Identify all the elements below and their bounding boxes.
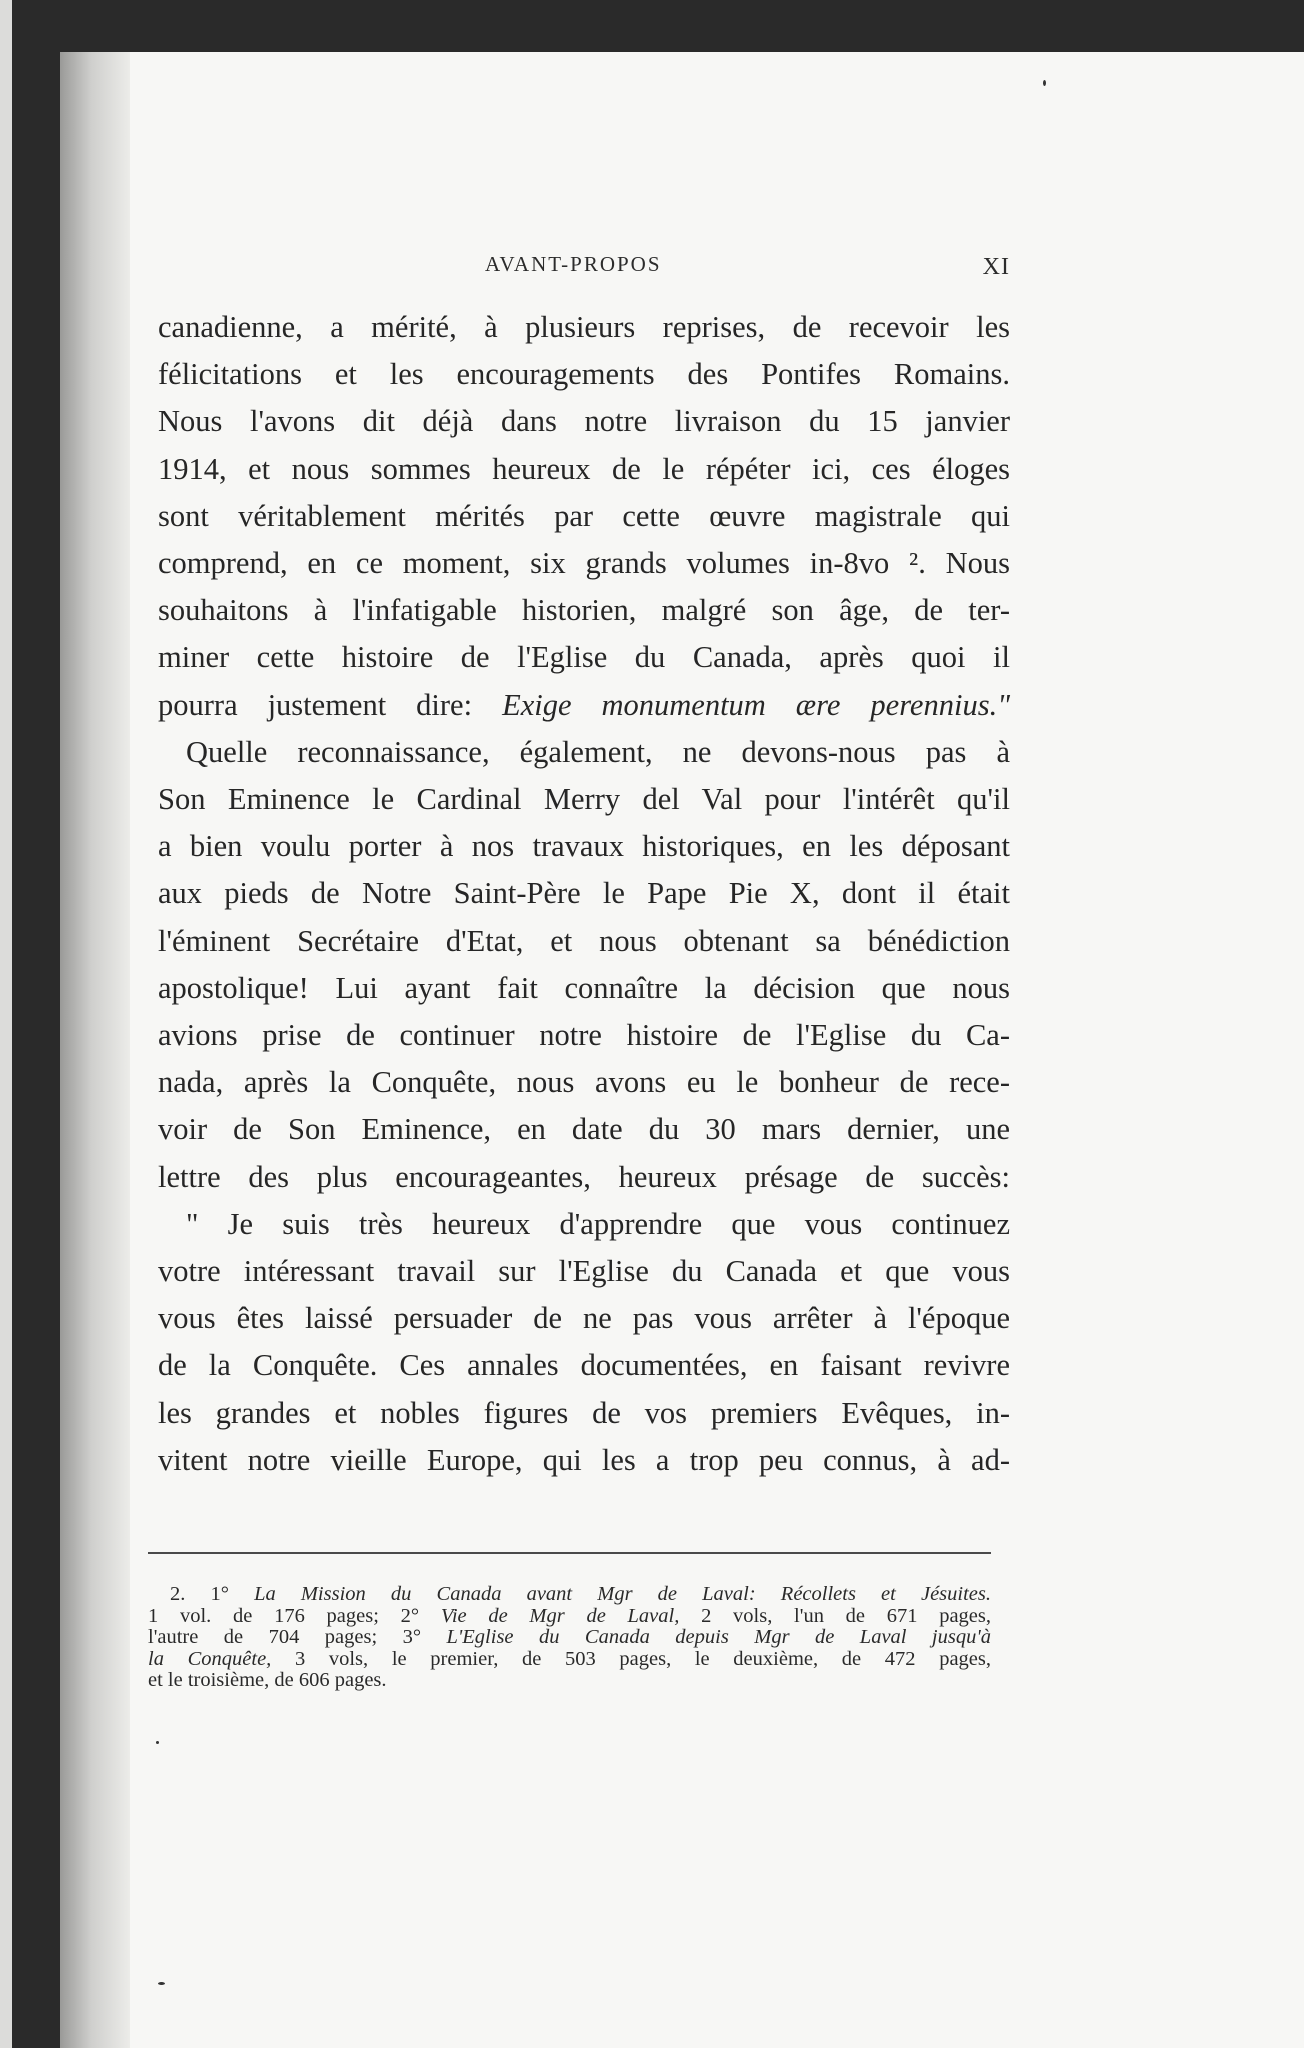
- footnote-divider: [148, 1552, 991, 1554]
- footnote-title: La Mission du Canada avant Mgr de Laval: Récollets et Jésuites.: [254, 1583, 991, 1605]
- text-line: Son Eminence le Cardinal Merry del Val pour l'intérêt qu'il: [158, 782, 1010, 817]
- scan-speck: [156, 1741, 159, 1744]
- footnote-line: [148, 1584, 991, 1606]
- text-line: les grandes et nobles figures de vos premiers Evêques, in-: [158, 1395, 1010, 1430]
- footnote-title: Vie de Mgr de Laval,: [440, 1604, 680, 1627]
- scan-speck: [1043, 80, 1046, 86]
- footnote-title: la Conquête,: [148, 1647, 272, 1670]
- text-line: lettre des plus encourageantes, heureux présage de succès:: [158, 1159, 1010, 1194]
- footnote-text: 2. 1°: [170, 1583, 255, 1605]
- text-line: vitent notre vieille Europe, qui les a trop peu connus, à ad-: [158, 1442, 1010, 1477]
- text-line: avions prise de continuer notre histoire de l'Eglise du Ca-: [158, 1018, 1010, 1053]
- text-line: l'éminent Secrétaire d'Etat, et nous obtenant sa bénédiction: [158, 923, 1010, 958]
- footnote-text: 1 vol. de 176 pages; 2°: [148, 1604, 441, 1627]
- main-text: [158, 304, 1010, 1484]
- footnote-text: 3 vols, le premier, de 503 pages, le deuxième, de 472 pages,: [271, 1647, 991, 1670]
- text-line: canadienne, a mérité, à plusieurs reprises, de recevoir les: [158, 310, 1010, 344]
- text-line: a bien voulu porter à nos travaux historiques, en les déposant: [158, 829, 1010, 864]
- text-line: votre intéressant travail sur l'Eglise du Canada et que vous: [158, 1254, 1010, 1289]
- text-line: miner cette histoire de l'Eglise du Canada, après quoi il: [158, 640, 1010, 675]
- page-header: [160, 252, 1010, 288]
- running-head: AVANT-PROPOS: [485, 252, 662, 276]
- text-line: félicitations et les encouragements des Pontifes Romains.: [158, 357, 1010, 392]
- text-line: voir de Son Eminence, en date du 30 mars dernier, une: [158, 1112, 1010, 1147]
- text-line: " Je suis très heureux d'apprendre que vous continuez: [186, 1206, 1010, 1241]
- scan-speck: [158, 1982, 165, 1985]
- text-line: Quelle reconnaissance, également, ne devons-nous pas à: [186, 734, 1010, 769]
- text-line: souhaitons à l'infatigable historien, malgré son âge, de ter-: [158, 593, 1010, 628]
- footnote-line: et le troisième, de 606 pages.: [148, 1669, 387, 1691]
- text-line: vous êtes laissé persuader de ne pas vous arrêter à l'époque: [158, 1301, 1010, 1336]
- scan-edge: [0, 0, 12, 2048]
- text-line: sont véritablement mérités par cette œuvre magistrale qui: [158, 498, 1010, 533]
- text-line-with-quote: [158, 682, 1010, 729]
- page-number: XI: [982, 254, 1010, 280]
- text-line: aux pieds de Notre Saint-Père le Pape Pie X, dont il était: [158, 876, 1010, 911]
- text-line: nada, après la Conquête, nous avons eu le bonheur de rece-: [158, 1065, 1010, 1100]
- latin-quotation: Exige monumentum ære perennius.": [502, 687, 1010, 722]
- text-segment: pourra justement dire:: [158, 687, 473, 722]
- footnote-line: [148, 1627, 991, 1649]
- footnote-line: [148, 1606, 991, 1628]
- footnote-text: l'autre de 704 pages; 3°: [148, 1626, 447, 1648]
- text-line: de la Conquête. Ces annales documentées, en faisant revivre: [158, 1348, 1010, 1383]
- footnote: [148, 1584, 991, 1692]
- text-line: apostolique! Lui ayant fait connaître la décision que nous: [158, 970, 1010, 1005]
- footnote-title: L'Eglise du Canada depuis Mgr de Laval jusqu'à: [446, 1626, 991, 1648]
- text-line: 1914, et nous sommes heureux de le répéter ici, ces éloges: [158, 451, 1010, 486]
- text-line: Nous l'avons dit déjà dans notre livraison du 15 janvier: [158, 404, 1010, 439]
- footnote-line: [148, 1649, 991, 1671]
- text-line: comprend, en ce moment, six grands volumes in-8vo ². Nous: [158, 546, 1010, 581]
- footnote-text: 2 vols, l'un de 671 pages,: [679, 1604, 992, 1627]
- page-gutter-shadow: [60, 52, 130, 2048]
